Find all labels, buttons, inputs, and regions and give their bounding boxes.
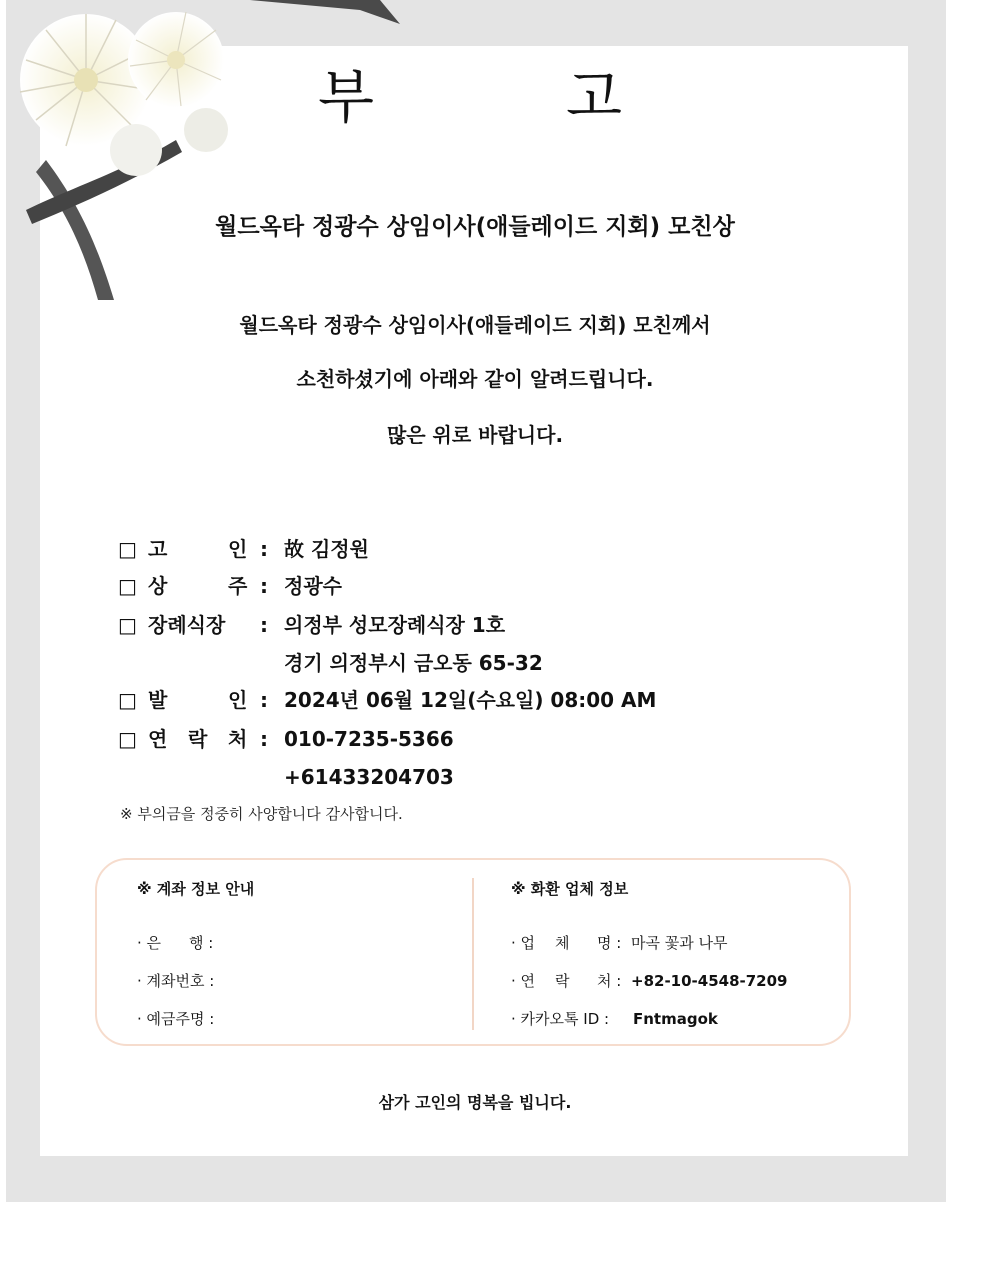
- florist-kakao-label: · 카카오톡 ID :: [511, 1010, 610, 1028]
- account-header: ※ 계좌 정보 안내: [137, 880, 255, 898]
- florist-info: [511, 876, 841, 1028]
- white-chrysanthemum-icon: [6, 0, 426, 300]
- panel-divider: [472, 878, 474, 1030]
- florist-name-label-3: 명 :: [597, 934, 622, 952]
- contact-value: 010-7235-5366: [284, 727, 454, 751]
- info-row-funeral-hall: [118, 608, 758, 642]
- info-row-chief-mourner: [118, 569, 758, 603]
- deceased-value: 故 김정원: [284, 537, 369, 561]
- title-char-2: 고: [566, 63, 623, 131]
- checkbox-icon: □: [118, 727, 137, 751]
- condolence-note: ※ 부의금을 정중히 사양합니다 감사합니다.: [120, 805, 403, 823]
- florist-phone-label-3: 처 :: [597, 972, 622, 990]
- florist-name-label-2: 체: [555, 934, 570, 952]
- departure-value: 2024년 06월 12일(수요일) 08:00 AM: [284, 688, 657, 712]
- mourner-value: 정광수: [284, 574, 342, 598]
- checkbox-icon: □: [118, 613, 137, 637]
- contact-label-2: 락: [188, 727, 208, 751]
- subject-heading: 월드옥타 정광수 상임이사(애들레이드 지회) 모친상: [215, 214, 735, 240]
- departure-label-2: 인: [228, 688, 248, 712]
- account-info: [137, 876, 457, 1028]
- colon: :: [260, 688, 268, 712]
- notice-line-2: 소천하셨기에 아래와 같이 알려드립니다.: [296, 367, 654, 391]
- florist-kakao-value: Fntmagok: [633, 1010, 718, 1028]
- bank-label-2: 행 :: [189, 934, 214, 952]
- florist-phone-label-2: 락: [555, 972, 570, 990]
- info-row-departure: [118, 683, 758, 717]
- florist-header: ※ 화환 업체 정보: [511, 880, 629, 898]
- account-number-label: · 계좌번호 :: [137, 972, 215, 990]
- colon: :: [260, 613, 268, 637]
- deceased-label-1: 고: [148, 537, 168, 561]
- deceased-label-2: 인: [228, 537, 248, 561]
- notice-line-3: 많은 위로 바랍니다.: [386, 423, 564, 447]
- info-row-contact: [118, 722, 758, 756]
- florist-name-label-1: · 업: [511, 934, 536, 952]
- florist-phone-value: +82-10-4548-7209: [631, 972, 788, 990]
- page-title: [300, 62, 660, 132]
- colon: :: [260, 727, 268, 751]
- contact-value-2: +61433204703: [284, 765, 454, 789]
- florist-phone-label-1: · 연: [511, 972, 536, 990]
- checkbox-icon: □: [118, 574, 137, 598]
- checkbox-icon: □: [118, 688, 137, 712]
- funeral-hall-address: 경기 의정부시 금오동 65-32: [284, 651, 543, 675]
- checkbox-icon: □: [118, 537, 137, 561]
- funeral-hall-value: 의정부 성모장례식장 1호: [284, 613, 506, 637]
- colon: :: [260, 537, 268, 561]
- contact-label-3: 처: [228, 727, 248, 751]
- account-holder-label: · 예금주명 :: [137, 1010, 215, 1028]
- title-char-1: 부: [318, 63, 375, 131]
- contact-label-1: 연: [148, 727, 168, 751]
- black-ribbon-icon: [0, 0, 420, 40]
- colon: :: [260, 574, 268, 598]
- mourner-label-2: 주: [228, 574, 248, 598]
- mourner-label-1: 상: [148, 574, 168, 598]
- notice-line-1: 월드옥타 정광수 상임이사(애들레이드 지회) 모친께서: [239, 313, 711, 337]
- bank-label-1: · 은: [137, 934, 162, 952]
- florist-name-value: 마곡 꽃과 나무: [631, 934, 728, 952]
- info-row-deceased: [118, 532, 758, 566]
- departure-label-1: 발: [148, 688, 168, 712]
- info-panel: [95, 858, 851, 1046]
- funeral-hall-label: 장례식장: [148, 613, 226, 637]
- closing-message: 삼가 고인의 명복을 빕니다.: [378, 1093, 572, 1112]
